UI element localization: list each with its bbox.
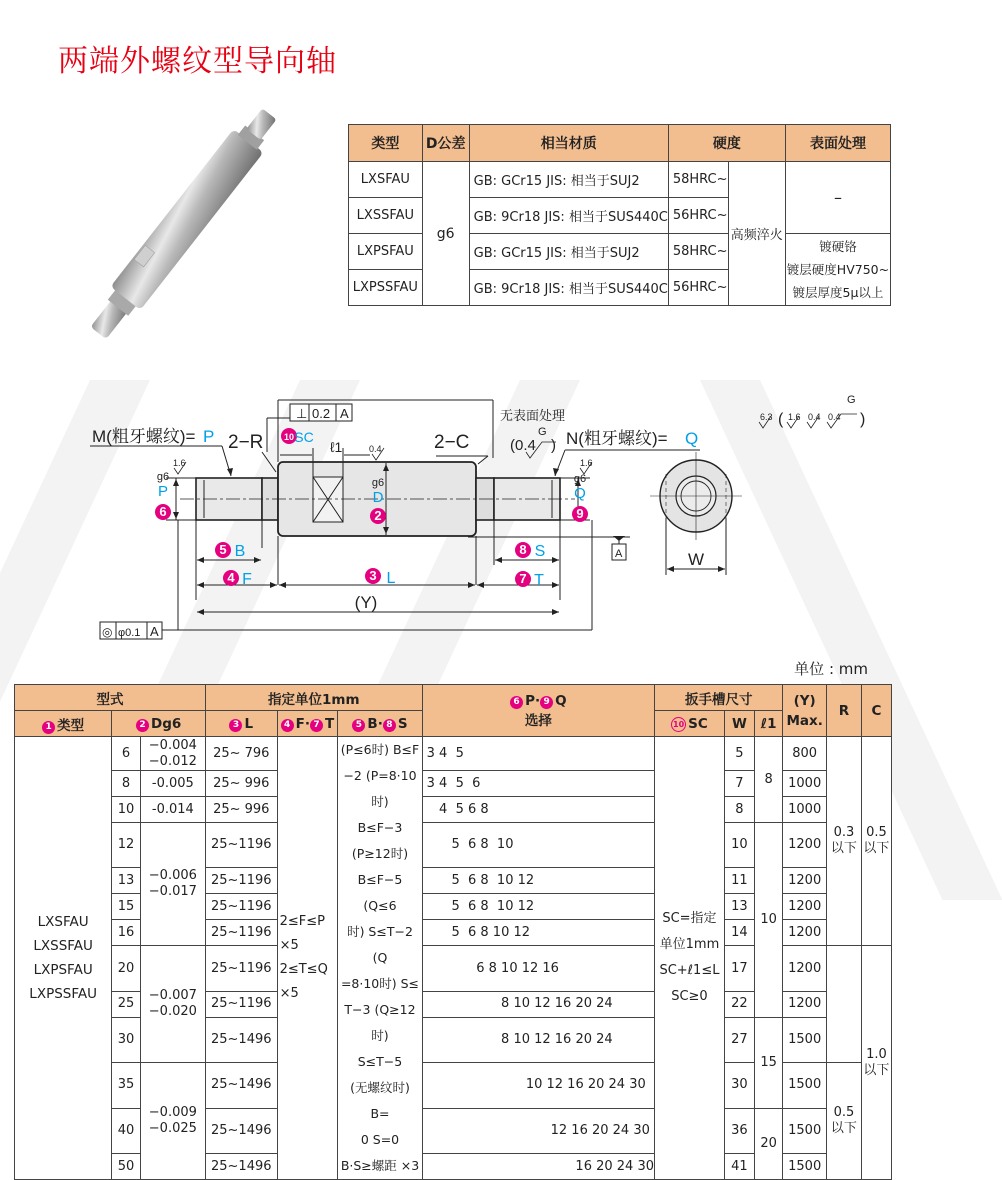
l-range: 25~1496 bbox=[205, 1063, 277, 1108]
header-q: Q bbox=[555, 692, 567, 709]
spec-type: LXPSFAU bbox=[349, 234, 423, 270]
spec-hardness: 58HRC~ bbox=[668, 162, 728, 198]
bs-rule-line: 时) S≤T−2 (Q bbox=[347, 924, 413, 965]
w-value: 36 bbox=[724, 1108, 754, 1153]
s-var: S bbox=[534, 543, 546, 560]
type-item: LXSFAU bbox=[37, 914, 89, 930]
spec-material: GB: 9Cr18 JIS: 相当于SUS440C bbox=[469, 198, 668, 234]
badge-7: 7 bbox=[519, 571, 527, 586]
d-value: 8 bbox=[112, 771, 140, 797]
header-unit: 指定单位1mm bbox=[205, 685, 422, 711]
d-value: 13 bbox=[112, 868, 140, 894]
badge-5: 5 bbox=[352, 719, 365, 732]
spec-hardness: 56HRC~ bbox=[668, 270, 728, 306]
roughness-value: 1.6 bbox=[173, 458, 186, 468]
n-thread-var: Q bbox=[685, 429, 699, 448]
header-y-max bbox=[783, 685, 827, 737]
technical-drawing bbox=[0, 380, 908, 650]
badge-3: 3 bbox=[369, 568, 377, 583]
d-value: 20 bbox=[112, 946, 140, 991]
ft-rule-line: 2≤T≤Q bbox=[279, 962, 328, 977]
y-max: 1000 bbox=[783, 771, 827, 797]
y-dim-label: (Y) bbox=[354, 593, 378, 612]
l-range: 25~ 996 bbox=[205, 797, 277, 823]
header-l1: ℓ1 bbox=[754, 711, 782, 737]
n-thread-label: N(粗牙螺纹)= bbox=[566, 429, 668, 448]
unit-label: 单位 : mm bbox=[794, 660, 868, 678]
header-type bbox=[15, 711, 112, 737]
badge-8: 8 bbox=[519, 542, 527, 557]
w-value: 22 bbox=[724, 991, 754, 1017]
pq-options: 3 4 5 6 bbox=[422, 771, 654, 797]
l1-label: ℓ1 bbox=[330, 439, 343, 455]
pq-options: 6 8 10 12 16 bbox=[422, 946, 654, 991]
badge-2: 2 bbox=[136, 719, 149, 732]
header-c: C bbox=[861, 685, 891, 737]
sc-label: SC bbox=[294, 429, 314, 445]
no-surface-treatment-label: 无表面处理 bbox=[500, 408, 566, 423]
bs-rule-line: T−3 (Q≥12 bbox=[344, 1002, 416, 1017]
spec-material: GB: 9Cr18 JIS: 相当于SUS440C bbox=[469, 270, 668, 306]
l-range: 25~1196 bbox=[205, 920, 277, 946]
d-value: 10 bbox=[112, 797, 140, 823]
d-tolerance bbox=[140, 946, 205, 1063]
header-max: Max. bbox=[786, 712, 823, 729]
c-value bbox=[861, 737, 891, 946]
bs-rule-line: B·S≥螺距 ×3 bbox=[340, 1158, 420, 1173]
badge-8: 8 bbox=[383, 719, 396, 732]
header-s-label: S bbox=[397, 715, 408, 732]
header-f-label: F· bbox=[295, 715, 311, 732]
d-value: 15 bbox=[112, 894, 140, 920]
d-value: 35 bbox=[112, 1063, 140, 1108]
header-l bbox=[205, 711, 277, 737]
w-value: 30 bbox=[724, 1063, 754, 1108]
header-pq bbox=[422, 685, 654, 737]
dimension-table bbox=[14, 684, 892, 1180]
sc-rule-line: 单位1mm bbox=[659, 937, 720, 952]
concentricity-icon: ◎ bbox=[102, 625, 113, 639]
header-l-label: L bbox=[244, 715, 254, 732]
chamfer-label: 2−C bbox=[434, 432, 470, 453]
tol-upper: −0.004 bbox=[148, 737, 197, 753]
w-value: 17 bbox=[724, 946, 754, 991]
d-value: 25 bbox=[112, 991, 140, 1017]
perpendicularity-datum: A bbox=[340, 406, 349, 421]
b-var: B bbox=[234, 543, 246, 560]
l-range: 25~1196 bbox=[205, 894, 277, 920]
r-value bbox=[826, 1063, 861, 1180]
spec-type: LXPSSFAU bbox=[349, 270, 423, 306]
bs-rule-line: (P≥12时) bbox=[351, 846, 409, 861]
material-spec-table bbox=[348, 124, 891, 306]
radius-label: 2−R bbox=[228, 432, 264, 453]
spec-hardness: 56HRC~ bbox=[668, 198, 728, 234]
w-value: 10 bbox=[724, 823, 754, 868]
y-max: 1200 bbox=[783, 991, 827, 1017]
badge-10: 10 bbox=[283, 432, 295, 442]
y-max: 800 bbox=[783, 737, 827, 771]
tol-lower: −0.025 bbox=[148, 1121, 197, 1137]
tol-upper: −0.007 bbox=[148, 988, 197, 1004]
roughness-value: 0.4 bbox=[369, 444, 382, 454]
y-max: 1500 bbox=[783, 1063, 827, 1108]
badge-6: 6 bbox=[159, 504, 167, 519]
sc-rule-line: SC=指定 bbox=[662, 911, 717, 926]
header-wrench: 扳手槽尺寸 bbox=[655, 685, 783, 711]
bs-rule bbox=[338, 737, 422, 1180]
spec-hardness: 58HRC~ bbox=[668, 234, 728, 270]
y-max: 1200 bbox=[783, 920, 827, 946]
l-range: 25~1196 bbox=[205, 991, 277, 1017]
bs-rule-line: 0 S=0 bbox=[360, 1132, 400, 1147]
d-value: 40 bbox=[112, 1108, 140, 1153]
m-thread-label: M(粗牙螺纹)= bbox=[92, 427, 196, 446]
t-var: T bbox=[534, 572, 544, 589]
badge-6: 6 bbox=[510, 696, 523, 709]
l1-value: 20 bbox=[754, 1108, 782, 1179]
pq-options: 5 6 8 10 12 bbox=[422, 920, 654, 946]
p-tol: g6 bbox=[156, 471, 170, 483]
d-tolerance bbox=[140, 823, 205, 946]
bs-rule-line: −2 (P=8·10 bbox=[343, 768, 417, 783]
ft-rule-line: ×5 bbox=[279, 938, 299, 953]
plating-type: 镀硬铬 bbox=[819, 239, 857, 254]
type-item: LXSSFAU bbox=[33, 938, 93, 954]
w-value: 5 bbox=[724, 737, 754, 771]
header-d-label: Dg6 bbox=[150, 715, 182, 732]
y-max: 1000 bbox=[783, 797, 827, 823]
l-range: 25~1496 bbox=[205, 1154, 277, 1180]
l-var: L bbox=[386, 570, 396, 587]
header-type: 类型 bbox=[349, 125, 423, 162]
pq-options: 12 16 20 24 30 bbox=[422, 1108, 654, 1153]
badge-9: 9 bbox=[576, 506, 584, 521]
sc-rule-line: SC+ℓ1≤L bbox=[659, 963, 720, 978]
c-val: 1.0 bbox=[866, 1046, 887, 1062]
roughness-value: 1.6 bbox=[580, 458, 593, 468]
spec-type: LXSFAU bbox=[349, 162, 423, 198]
tol-upper: −0.009 bbox=[148, 1105, 197, 1121]
y-max: 1500 bbox=[783, 1017, 827, 1062]
spec-material: GB: GCr15 JIS: 相当于SUJ2 bbox=[469, 234, 668, 270]
pq-options: 10 12 16 20 24 30 bbox=[422, 1063, 654, 1108]
badge-4: 4 bbox=[281, 719, 294, 732]
spec-material: GB: GCr15 JIS: 相当于SUJ2 bbox=[469, 162, 668, 198]
roughness-value: (0.4 bbox=[510, 437, 536, 454]
w-value: 14 bbox=[724, 920, 754, 946]
paren-open: ( bbox=[778, 411, 784, 428]
badge-1: 1 bbox=[42, 721, 55, 734]
pq-options: 8 10 12 16 20 24 bbox=[422, 991, 654, 1017]
header-hardness: 硬度 bbox=[668, 125, 785, 162]
badge-7: 7 bbox=[310, 719, 323, 732]
c-unit: 以下 bbox=[863, 1062, 890, 1078]
table-row bbox=[15, 823, 892, 868]
r-unit: 以下 bbox=[830, 841, 857, 857]
pq-options: 8 10 12 16 20 24 bbox=[422, 1017, 654, 1062]
p-var: P bbox=[157, 483, 169, 500]
table-row bbox=[15, 737, 892, 771]
bs-rule-line: =8·10时) S≤ bbox=[340, 976, 420, 991]
l-range: 25~ 996 bbox=[205, 771, 277, 797]
l-range: 25~1496 bbox=[205, 1017, 277, 1062]
badge-2: 2 bbox=[374, 508, 382, 523]
bs-rule-line: B≤F−5 (Q≤6 bbox=[357, 872, 403, 913]
paren-close: ) bbox=[551, 437, 556, 454]
spec-heat-treatment: 高频淬火 bbox=[728, 162, 785, 306]
bs-rule-line: (无螺纹时) B= bbox=[350, 1080, 410, 1121]
type-item: LXPSSFAU bbox=[29, 986, 97, 1002]
roughness-grade: G bbox=[538, 426, 547, 438]
header-ft bbox=[277, 711, 338, 737]
l1-value: 15 bbox=[754, 1017, 782, 1108]
pq-options: 4 5 6 8 bbox=[422, 797, 654, 823]
roughness-legend-item: 0.4 bbox=[828, 412, 841, 422]
concentricity-value: φ0.1 bbox=[118, 627, 141, 639]
y-max: 1200 bbox=[783, 946, 827, 991]
header-r: R bbox=[826, 685, 861, 737]
spec-surface-plated bbox=[785, 234, 890, 306]
spec-header-row bbox=[349, 125, 891, 162]
spec-d-tolerance: g6 bbox=[422, 162, 469, 306]
roughness-legend-grade: G bbox=[847, 394, 856, 406]
bs-rule-line: 时) bbox=[371, 794, 389, 809]
bs-rule-line: (P≤6时) B≤F bbox=[340, 742, 420, 757]
badge-4: 4 bbox=[227, 570, 235, 585]
tol-lower: −0.020 bbox=[148, 1004, 197, 1020]
badge-10: 10 bbox=[671, 717, 686, 732]
header-type-label: 类型 bbox=[57, 717, 85, 734]
header-p: P· bbox=[525, 692, 541, 709]
header-b-label: B· bbox=[367, 715, 383, 732]
d-tolerance: -0.014 bbox=[140, 797, 205, 823]
header-pq-select: 选择 bbox=[524, 712, 552, 729]
tol-upper: −0.006 bbox=[148, 868, 197, 884]
r-value-empty bbox=[826, 946, 861, 1063]
l1-value: 10 bbox=[754, 823, 782, 1018]
q-tol: g6 bbox=[573, 473, 587, 485]
l-range: 25~1496 bbox=[205, 1108, 277, 1153]
spec-type: LXSSFAU bbox=[349, 198, 423, 234]
header-sc bbox=[655, 711, 725, 737]
bs-rule-line: B≤F−3 bbox=[357, 820, 403, 835]
d-tolerance: -0.005 bbox=[140, 771, 205, 797]
m-thread-var: P bbox=[203, 427, 215, 446]
c-value bbox=[861, 946, 891, 1180]
w-value: 7 bbox=[724, 771, 754, 797]
l-range: 25~1196 bbox=[205, 868, 277, 894]
y-max: 1200 bbox=[783, 868, 827, 894]
roughness-legend-main: 6.3 bbox=[760, 412, 773, 422]
ft-rule-line: ×5 bbox=[279, 986, 299, 1001]
bs-rule-line: 时) bbox=[371, 1028, 389, 1043]
header-d bbox=[112, 711, 206, 737]
roughness-legend-item: 0.4 bbox=[808, 412, 821, 422]
header-sc-label: SC bbox=[688, 715, 708, 732]
bs-rule-line: S≤T−5 bbox=[357, 1054, 403, 1069]
pq-options: 16 20 24 30 bbox=[422, 1154, 654, 1180]
pq-options: 3 4 5 bbox=[422, 737, 654, 771]
header-y: (Y) bbox=[793, 692, 816, 709]
l-range: 25~ 796 bbox=[205, 737, 277, 771]
paren-close: ) bbox=[860, 411, 866, 428]
d-tolerance bbox=[140, 737, 205, 771]
pq-options: 5 6 8 10 12 bbox=[422, 868, 654, 894]
r-val: 0.5 bbox=[833, 1105, 855, 1121]
perpendicularity-icon: ⊥ bbox=[296, 406, 308, 421]
l-range: 25~1196 bbox=[205, 946, 277, 991]
spec-row bbox=[349, 162, 891, 198]
group-header-row bbox=[15, 685, 892, 711]
d-value: 50 bbox=[112, 1154, 140, 1180]
tol-lower: −0.017 bbox=[148, 884, 197, 900]
d-value: 16 bbox=[112, 920, 140, 946]
w-value: 11 bbox=[724, 868, 754, 894]
c-unit: 以下 bbox=[863, 841, 890, 857]
header-surface: 表面处理 bbox=[785, 125, 890, 162]
d-tolerance bbox=[140, 1063, 205, 1180]
ft-rule bbox=[277, 737, 338, 1180]
ft-rule-line: 2≤F≤P bbox=[279, 914, 325, 929]
w-value: 13 bbox=[724, 894, 754, 920]
guide-shaft-photo bbox=[60, 115, 320, 340]
y-max: 1200 bbox=[783, 823, 827, 868]
d-value: 30 bbox=[112, 1017, 140, 1062]
d-value: 6 bbox=[112, 737, 140, 771]
header-model: 型式 bbox=[15, 685, 206, 711]
y-max: 1500 bbox=[783, 1108, 827, 1153]
d-value: 12 bbox=[112, 823, 140, 868]
d-tol: g6 bbox=[371, 477, 385, 489]
plating-hardness: 镀层硬度HV750~ bbox=[786, 262, 890, 277]
badge-9: 9 bbox=[540, 696, 553, 709]
concentricity-datum: A bbox=[150, 624, 159, 639]
y-max: 1200 bbox=[783, 894, 827, 920]
l1-value: 8 bbox=[754, 737, 782, 823]
sc-rule bbox=[655, 737, 725, 1180]
header-w: W bbox=[724, 711, 754, 737]
sc-rule-line: SC≥0 bbox=[671, 989, 708, 1004]
badge-3: 3 bbox=[229, 719, 242, 732]
pq-options: 5 6 8 10 12 bbox=[422, 894, 654, 920]
r-value bbox=[826, 737, 861, 946]
badge-5: 5 bbox=[219, 542, 227, 557]
type-item: LXPSFAU bbox=[33, 962, 93, 978]
y-max: 1500 bbox=[783, 1154, 827, 1180]
type-list bbox=[15, 737, 112, 1180]
header-material: 相当材质 bbox=[469, 125, 668, 162]
c-val: 0.5 bbox=[866, 825, 887, 841]
w-value: 27 bbox=[724, 1017, 754, 1062]
r-unit: 以下 bbox=[830, 1121, 857, 1137]
datum-a-label: A bbox=[615, 548, 623, 560]
w-dim-label: W bbox=[687, 550, 705, 569]
page-title: 两端外螺纹型导向轴 bbox=[58, 44, 337, 79]
f-var: F bbox=[242, 571, 252, 588]
header-t-label: T bbox=[325, 715, 335, 732]
perpendicularity-value: 0.2 bbox=[312, 406, 331, 421]
header-d-tolerance: D公差 bbox=[422, 125, 469, 162]
plating-thickness: 镀层厚度5μ以上 bbox=[792, 285, 884, 300]
l-range: 25~1196 bbox=[205, 823, 277, 868]
header-bs bbox=[338, 711, 422, 737]
spec-surface-none: – bbox=[785, 162, 890, 234]
tol-lower: −0.012 bbox=[148, 753, 197, 769]
pq-options: 5 6 8 10 bbox=[422, 823, 654, 868]
q-var: Q bbox=[574, 485, 586, 502]
w-value: 8 bbox=[724, 797, 754, 823]
roughness-legend-item: 1.6 bbox=[788, 412, 801, 422]
r-val: 0.3 bbox=[833, 825, 855, 841]
d-var: D bbox=[372, 489, 384, 506]
w-value: 41 bbox=[724, 1154, 754, 1180]
